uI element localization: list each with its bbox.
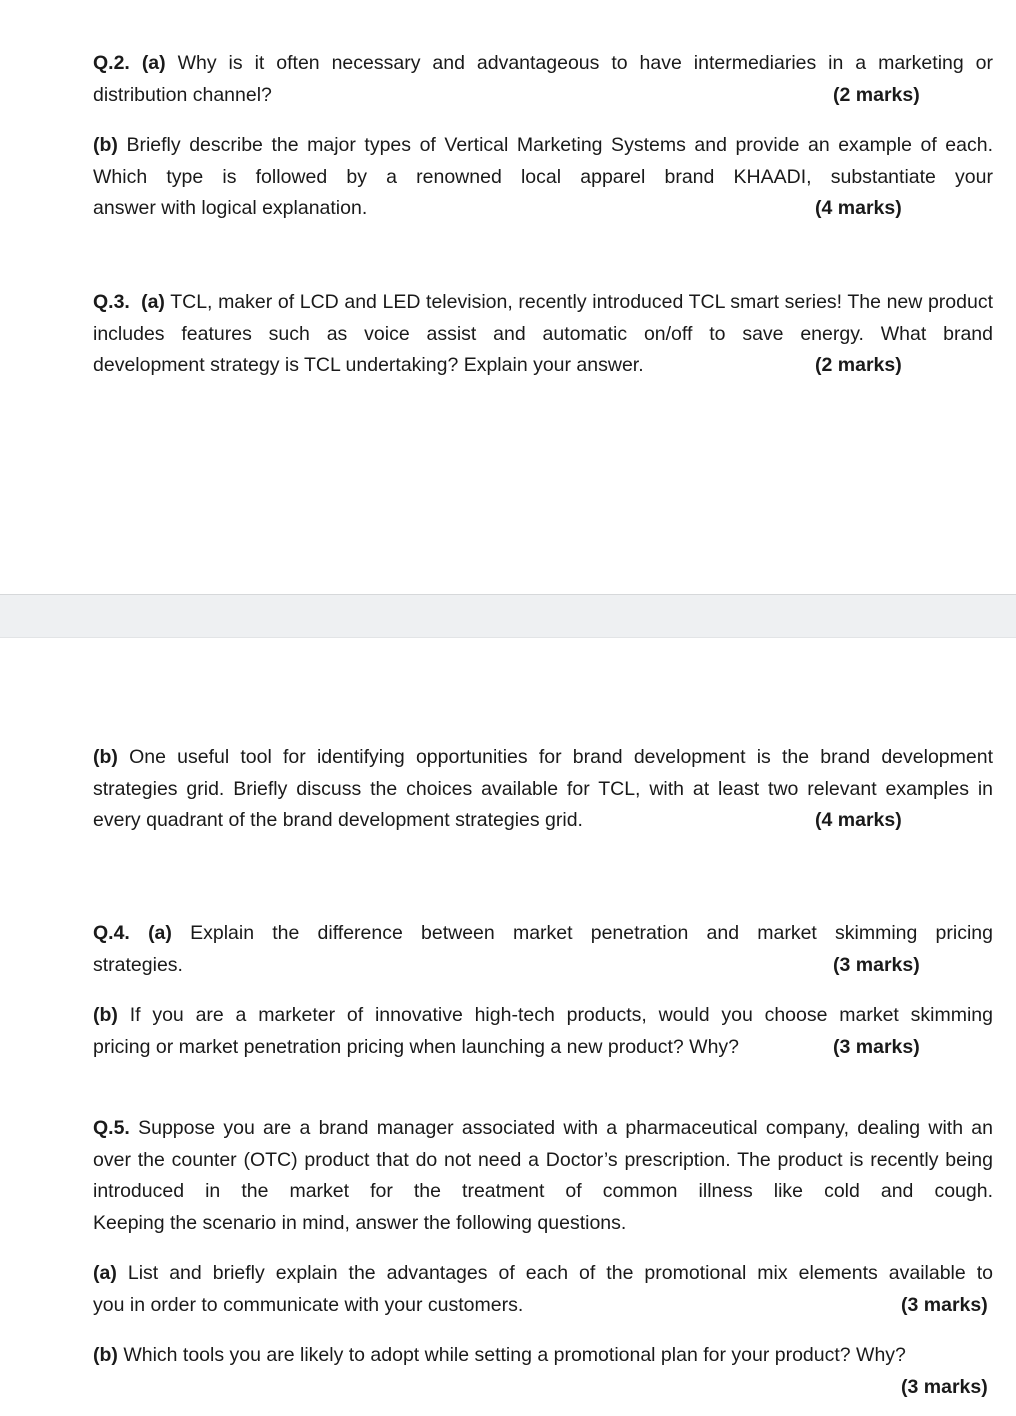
question-4b-body: [93, 1000, 993, 1032]
question-text: One useful tool for identifying opportunities for brand development is the brand development strategies grid. Briefly discuss the choices available for TCL, with at least two relevant examples in: [93, 746, 993, 800]
marks-label: (4 marks): [815, 197, 902, 219]
question-text-end: Keeping the scenario in mind, answer the following questions.: [93, 1211, 627, 1234]
marks-label: (4 marks): [815, 809, 902, 831]
marks-label: (3 marks): [833, 953, 920, 976]
marks-label: (2 marks): [815, 354, 902, 376]
question-3b: [93, 742, 993, 837]
question-text-end: distribution channel?: [93, 83, 272, 106]
question-5a: [93, 1258, 993, 1321]
question-2b-body: [93, 130, 993, 193]
question-text: Why is it often necessary and advantageous to have intermediaries in a marketing or: [165, 52, 993, 74]
question-5b-first-line: [93, 1340, 993, 1372]
question-2a: [93, 48, 993, 111]
question-5a-last-line: [93, 1290, 993, 1322]
page-break-gap: [0, 594, 1016, 638]
question-number: Q.5.: [93, 1117, 130, 1139]
part-label: (a): [148, 922, 172, 944]
question-3b-last-line: [93, 805, 993, 837]
question-5b-marks-line: [93, 1372, 993, 1404]
question-text: Which tools you are likely to adopt while setting a promotional plan for your product? Why?: [117, 1344, 906, 1366]
question-text: Suppose you are a brand manager associated with a pharmaceutical company, dealing with an over the counter (OTC) product that do not need a Doctor’s prescription. The product is recently being introduced in the market for the treatment of common illness like cold and cough.: [93, 1117, 993, 1202]
question-2a-last-line: [93, 80, 993, 112]
question-5-intro: [93, 1113, 993, 1239]
part-label: (b): [93, 134, 118, 156]
part-label: (b): [93, 746, 118, 768]
question-number: Q.2.: [93, 52, 130, 74]
question-3a: [93, 287, 993, 382]
question-text-end: pricing or market penetration pricing when launching a new product? Why?: [93, 1035, 740, 1058]
part-label: (a): [141, 52, 166, 74]
part-label: (b): [93, 1344, 118, 1366]
question-5-intro-last-line: [93, 1208, 993, 1240]
question-text: Briefly describe the major types of Vertical Marketing Systems and provide an example of each. Which type is followed by a renowned local apparel brand KHAADI, substantiate your: [93, 134, 993, 188]
question-number: Q.3.: [93, 291, 130, 313]
question-text: TCL, maker of LCD and LED television, recently introduced TCL smart series! The new product includes features such as voice assist and automatic on/off to save energy. What brand: [93, 291, 993, 345]
question-4a: [93, 918, 993, 981]
question-5-body: [93, 1113, 993, 1208]
question-text-end: strategies.: [93, 953, 183, 976]
marks-label: (2 marks): [833, 83, 920, 106]
question-4b: [93, 1000, 993, 1063]
question-2a-body: [93, 48, 993, 80]
question-text-end: every quadrant of the brand development strategies grid.: [93, 809, 583, 831]
question-text-end: development strategy is TCL undertaking? Explain your answer.: [93, 354, 644, 376]
question-text: If you are a marketer of innovative high-tech products, would you choose market skimming: [117, 1004, 993, 1026]
question-3a-body: [93, 287, 993, 350]
part-label: (a): [93, 1262, 117, 1284]
question-text-end: you in order to communicate with your customers.: [93, 1293, 524, 1316]
marks-label: (3 marks): [833, 1035, 920, 1058]
question-text-end: answer with logical explanation.: [93, 197, 368, 219]
question-text: Explain the difference between market penetration and market skimming pricing: [171, 922, 993, 944]
part-label: (b): [93, 1004, 118, 1026]
question-number: Q.4.: [93, 922, 130, 944]
question-4a-last-line: [93, 950, 993, 982]
question-3b-body: [93, 742, 993, 805]
part-label: (a): [141, 291, 165, 313]
question-2b-last-line: [93, 193, 993, 225]
marks-label: (3 marks): [901, 1375, 988, 1398]
question-text: List and briefly explain the advantages of each of the promotional mix elements available to: [116, 1262, 993, 1284]
question-5a-body: [93, 1258, 993, 1290]
question-3a-last-line: [93, 350, 993, 382]
marks-label: (3 marks): [901, 1293, 988, 1316]
question-4a-body: [93, 918, 993, 950]
question-5b: [93, 1340, 993, 1403]
question-4b-last-line: [93, 1032, 993, 1064]
question-2b: [93, 130, 993, 225]
